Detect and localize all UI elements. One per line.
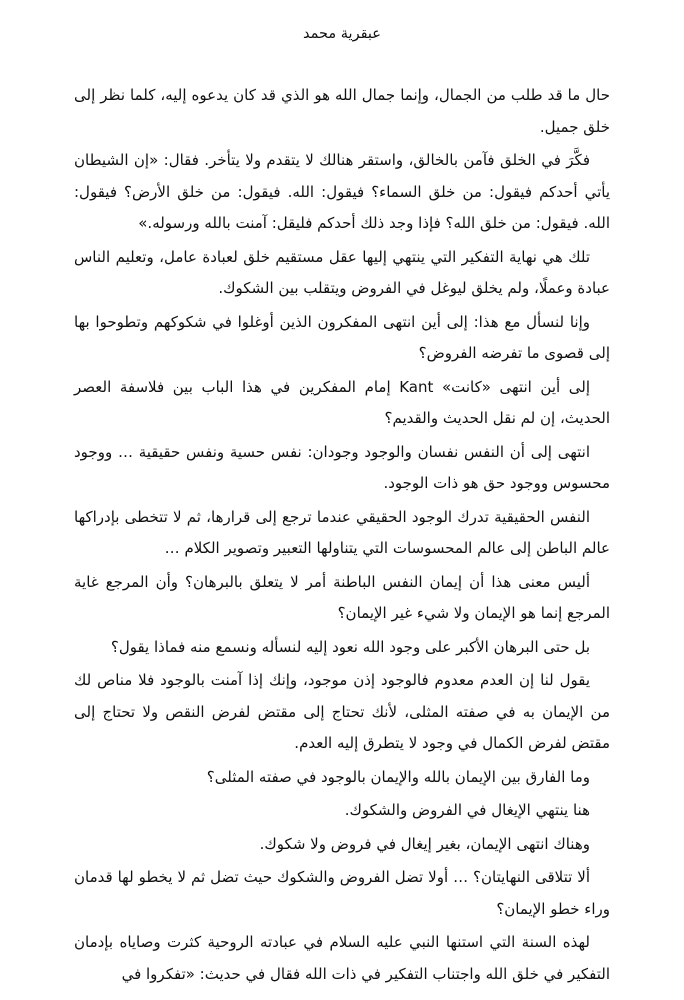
- paragraph: تلك هي نهاية التفكير التي ينتهي إليها عقل مستقيم خلق لعبادة عامل، وتعليم الناس عبادة وعملًا، ولم يخلق ليوغل في الفروض ويتقلب بين الشكوك.: [74, 247, 610, 297]
- paragraph: ألا تتلاقى النهايتان؟ … أولا تضل الفروض والشكوك حيث تضل ثم لا يخطو لها قدمان وراء خطو الإيمان؟: [74, 868, 610, 918]
- paragraph: لهذه السنة التي استنها النبي عليه السلام في عبادته الروحية كثرت وصاياه بإدمان التفكير في خلق الله واجتناب التفكير في ذات الله فقال في حديث: «تفكروا في: [74, 933, 610, 983]
- paragraph: هنا ينتهي الإيغال في الفروض والشكوك.: [344, 801, 590, 819]
- paragraph: بل حتى البرهان الأكبر على وجود الله نعود إليه لنسأله ونسمع منه فماذا يقول؟: [110, 637, 590, 656]
- running-header: عبقرية محمد: [303, 26, 381, 42]
- paragraph: النفس الحقيقية تدرك الوجود الحقيقي عندما ترجع إلى قرارها، ثم لا تتخطى بإدراكها عالم الباطن إلى عالم المحسوسات التي يتناولها التعبير وتصوير الكلام …: [74, 507, 610, 557]
- paragraph: وإنا لنسأل مع هذا: إلى أين انتهى المفكرون الذين أوغلوا في شكوكهم وتطوحوا بها إلى قصوى ما تفرضه الفروض؟: [74, 312, 610, 362]
- paragraph: إلى أين انتهى «كانت» Kant إمام المفكرين في هذا الباب بين فلاسفة العصر الحديث، إن لم نقل الحديث والقديم؟: [74, 377, 610, 427]
- paragraph: فكَّرَ في الخلق فآمن بالخالق، واستقر هنالك لا يتقدم ولا يتأخر. فقال: «إن الشيطان يأتي أحدكم فيقول: من خلق السماء؟ فيقول: الله. فيقول: من خلق الأرض؟ فيقول: الله. فيقول: من خلق الله؟ فإذا وجد ذلك أحدكم فليقل: آمنت بالله ورسوله.»: [74, 151, 610, 232]
- body-text: [74, 80, 610, 990]
- paragraph: أليس معنى هذا أن إيمان النفس الباطنة أمر لا يتعلق بالبرهان؟ وأن المرجع غاية المرجع إنما هو الإيمان ولا شيء غير الإيمان؟: [74, 572, 610, 622]
- paragraph: انتهى إلى أن النفس نفسان والوجود وجودان: نفس حسية ونفس حقيقية … ووجود محسوس ووجود حق هو ذات الوجود.: [74, 442, 610, 492]
- paragraph: وهناك انتهى الإيمان، بغير إيغال في فروض ولا شكوك.: [259, 834, 590, 853]
- paragraph: وما الفارق بين الإيمان بالله والإيمان بالوجود في صفته المثلى؟: [206, 767, 590, 786]
- paragraph: حال ما قد طلب من الجمال، وإنما جمال الله هو الذي قد كان يدعوه إليه، كلما نظر إلى خلق جميل.: [74, 86, 610, 136]
- paragraph: يقول لنا إن العدم معدوم فالوجود إذن موجود، وإنك إذا آمنت بالوجود فلا مناص لك من الإيمان به في صفته المثلى، لأنك تحتاج إلى مقتض لفرض النقص ولا تحتاج إلى مقتض لفرض الكمال في وجود لا يتطرق إليه العدم.: [74, 671, 610, 752]
